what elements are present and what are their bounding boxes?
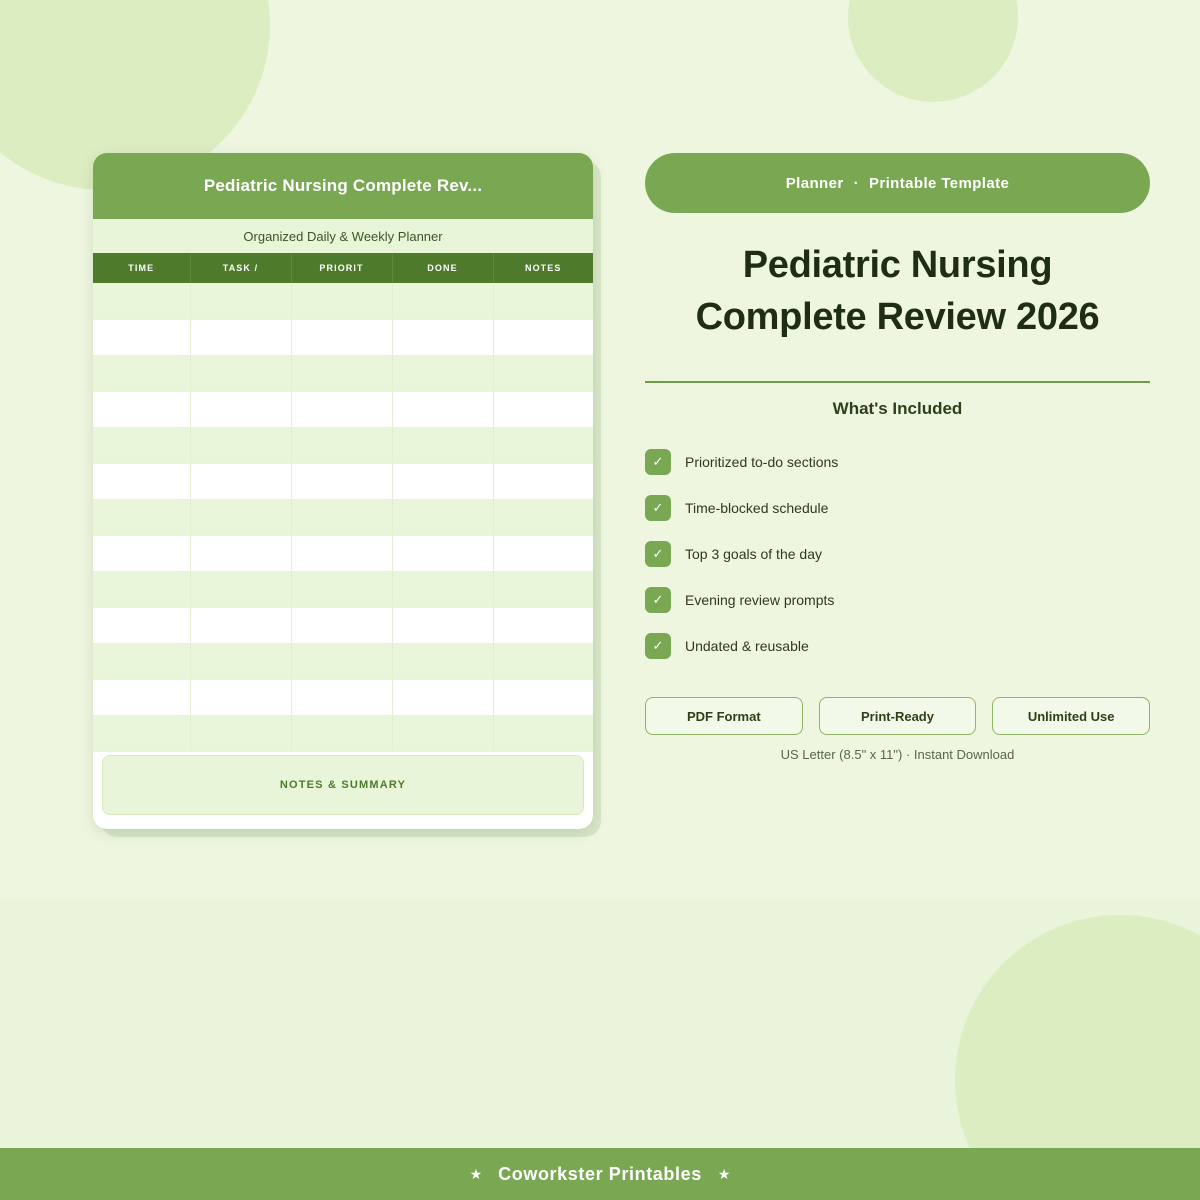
table-cell [392,535,493,571]
table-cell [392,319,493,355]
pill-right-label: Printable Template [868,174,1010,192]
table-cell [190,427,291,463]
badge-2: Print-Ready [819,697,977,735]
table-cell [190,679,291,715]
feature-item [645,531,1150,577]
table-row [93,355,593,391]
feature-item [645,485,1150,531]
table-cell [493,715,593,751]
table-row [93,499,593,535]
table-cell [93,607,190,643]
pill-separator: · [853,174,859,192]
check-icon: ✓ [645,587,671,613]
check-icon: ✓ [645,633,671,659]
table-cell [291,643,392,679]
feature-label: Undated & reusable [685,638,809,654]
table-cell [190,319,291,355]
column-header-done: DONE [392,253,493,283]
table-cell [93,715,190,751]
feature-list [645,439,1150,669]
table-cell [291,391,392,427]
table-cell [93,283,190,319]
table-cell [93,427,190,463]
product-info-panel [645,153,1150,762]
table-cell [493,679,593,715]
star-icon-right: ★ [717,1165,731,1182]
divider [645,381,1150,383]
table-cell [93,319,190,355]
table-cell [93,391,190,427]
table-cell [291,679,392,715]
table-cell [291,571,392,607]
table-cell [291,427,392,463]
preview-table [93,253,593,752]
table-cell [93,571,190,607]
table-row [93,463,593,499]
table-row [93,391,593,427]
table-cell [493,643,593,679]
table-row [93,643,593,679]
page-title-line-2: Complete Review 2026 [695,296,1100,338]
notes-summary-label: NOTES & SUMMARY [279,779,407,791]
table-cell [392,463,493,499]
decorative-blob-top [848,0,1018,102]
star-icon-left: ★ [469,1165,483,1182]
check-icon: ✓ [645,541,671,567]
table-cell [93,499,190,535]
column-header-notes: NOTES [493,253,593,283]
table-cell [291,463,392,499]
table-cell [190,463,291,499]
table-cell [291,283,392,319]
category-pill [645,153,1150,213]
table-header-row [93,253,593,283]
table-row [93,679,593,715]
table-row [93,571,593,607]
table-cell [392,679,493,715]
table-cell [392,715,493,751]
table-cell [93,463,190,499]
table-cell [190,535,291,571]
table-cell [392,427,493,463]
table-cell [493,535,593,571]
table-cell [291,355,392,391]
table-row [93,607,593,643]
table-cell [392,499,493,535]
included-heading: What's Included [832,399,963,418]
badge-row [645,697,1150,735]
table-cell [493,607,593,643]
table-cell [93,679,190,715]
table-cell [190,643,291,679]
table-cell [190,607,291,643]
table-cell [493,463,593,499]
table-cell [392,355,493,391]
table-cell [493,319,593,355]
table-cell [392,607,493,643]
table-cell [493,355,593,391]
table-cell [392,643,493,679]
table-cell [93,643,190,679]
page-title-line-1: Pediatric Nursing [742,244,1053,286]
table-cell [190,355,291,391]
table-cell [291,535,392,571]
table-row [93,535,593,571]
column-header-priority: PRIORIT [291,253,392,283]
column-header-task: TASK / [190,253,291,283]
table-cell [190,499,291,535]
footer-brand: Coworkster Printables [498,1163,702,1184]
table-cell [93,355,190,391]
table-cell [291,607,392,643]
preview-subtitle: Organized Daily & Weekly Planner [93,219,593,253]
preview-title: Pediatric Nursing Complete Rev... [203,176,483,195]
table-cell [190,571,291,607]
table-cell [93,535,190,571]
table-cell [493,499,593,535]
table-row [93,715,593,751]
check-icon: ✓ [645,495,671,521]
pill-left-label: Planner [785,174,844,192]
table-cell [493,571,593,607]
table-row [93,427,593,463]
feature-item [645,439,1150,485]
preview-header [93,153,593,219]
table-cell [291,319,392,355]
notes-summary-box [102,755,584,815]
feature-label: Top 3 goals of the day [685,546,822,562]
feature-item [645,577,1150,623]
table-cell [291,499,392,535]
printable-preview-card [93,153,593,829]
column-header-time: TIME [93,253,190,283]
footer-bar [0,1148,1200,1200]
feature-label: Evening review prompts [685,592,835,608]
table-cell [392,571,493,607]
table-cell [493,391,593,427]
check-icon: ✓ [645,449,671,475]
table-cell [190,391,291,427]
feature-label: Prioritized to-do sections [685,454,839,470]
table-cell [392,283,493,319]
table-row [93,319,593,355]
feature-item [645,623,1150,669]
page-title [645,239,1150,343]
badge-3: Unlimited Use [992,697,1150,735]
table-cell [190,283,291,319]
badge-1: PDF Format [645,697,803,735]
format-meta: US Letter (8.5" x 11") · Instant Download [780,747,1015,762]
table-cell [392,391,493,427]
table-cell [493,427,593,463]
table-row [93,283,593,319]
table-cell [190,715,291,751]
table-cell [291,715,392,751]
feature-label: Time-blocked schedule [685,500,829,516]
table-cell [493,283,593,319]
